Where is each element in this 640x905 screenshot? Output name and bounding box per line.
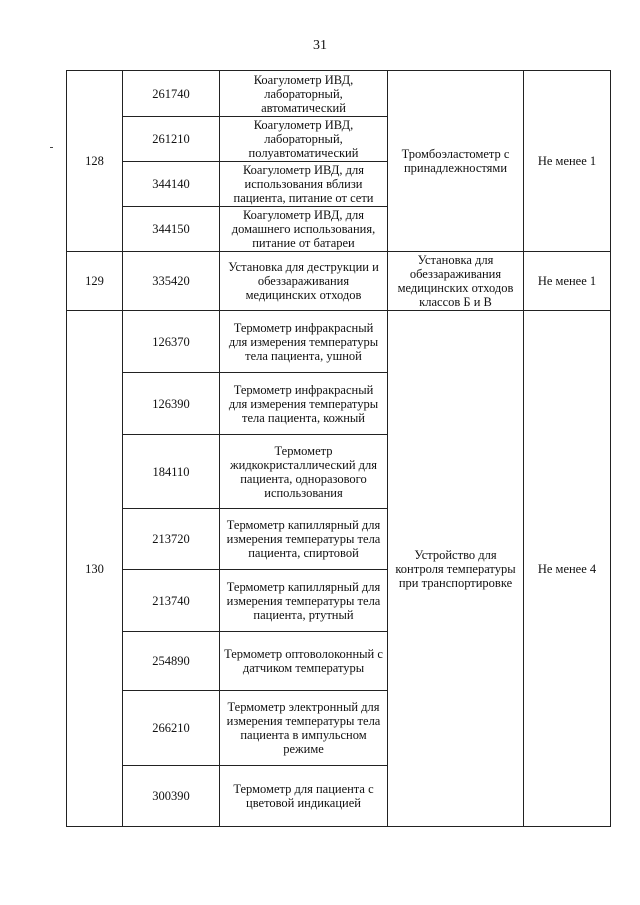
device-name: Коагулометр ИВД, лабораторный, автоматический	[220, 71, 388, 117]
item-number: 130	[67, 311, 123, 827]
device-code: 335420	[123, 252, 220, 311]
table-row	[67, 252, 611, 311]
device-code: 300390	[123, 766, 220, 827]
device-name: Термометр оптоволоконный с датчиком температуры	[220, 632, 388, 691]
item-number: 129	[67, 252, 123, 311]
quantity: Не менее 1	[524, 71, 611, 252]
table-row	[67, 311, 611, 373]
device-name: Установка для деструкции и обеззараживания медицинских отходов	[220, 252, 388, 311]
device-code: 126390	[123, 373, 220, 435]
device-name: Термометр капиллярный для измерения температуры тела пациента, ртутный	[220, 570, 388, 632]
device-name: Термометр для пациента с цветовой индикацией	[220, 766, 388, 827]
device-name: Термометр инфракрасный для измерения температуры тела пациента, ушной	[220, 311, 388, 373]
device-code: 184110	[123, 435, 220, 509]
page-number: 31	[313, 38, 327, 53]
device-code: 126370	[123, 311, 220, 373]
device-code: 254890	[123, 632, 220, 691]
device-name: Термометр капиллярный для измерения температуры тела пациента, спиртовой	[220, 509, 388, 570]
equipment-name: Тромбоэластометр с принадлежностями	[388, 71, 524, 252]
equipment-table	[66, 70, 611, 827]
device-code: 344140	[123, 162, 220, 207]
equipment-name: Установка для обеззараживания медицинских отходов классов Б и В	[388, 252, 524, 311]
device-name: Термометр электронный для измерения температуры тела пациента в импульсном режиме	[220, 691, 388, 766]
device-code: 261210	[123, 117, 220, 162]
device-code: 266210	[123, 691, 220, 766]
device-code: 344150	[123, 207, 220, 252]
table-row	[67, 71, 611, 117]
scan-mark	[50, 147, 53, 148]
device-name: Коагулометр ИВД, лабораторный, полуавтоматический	[220, 117, 388, 162]
device-code: 213740	[123, 570, 220, 632]
device-name: Коагулометр ИВД, для использования вблизи пациента, питание от сети	[220, 162, 388, 207]
device-name: Термометр жидкокристаллический для пациента, одноразового использования	[220, 435, 388, 509]
device-code: 213720	[123, 509, 220, 570]
item-number: 128	[67, 71, 123, 252]
device-name: Термометр инфракрасный для измерения температуры тела пациента, кожный	[220, 373, 388, 435]
device-code: 261740	[123, 71, 220, 117]
quantity: Не менее 1	[524, 252, 611, 311]
quantity: Не менее 4	[524, 311, 611, 827]
device-name: Коагулометр ИВД, для домашнего использования, питание от батареи	[220, 207, 388, 252]
equipment-name: Устройство для контроля температуры при транспортировке	[388, 311, 524, 827]
